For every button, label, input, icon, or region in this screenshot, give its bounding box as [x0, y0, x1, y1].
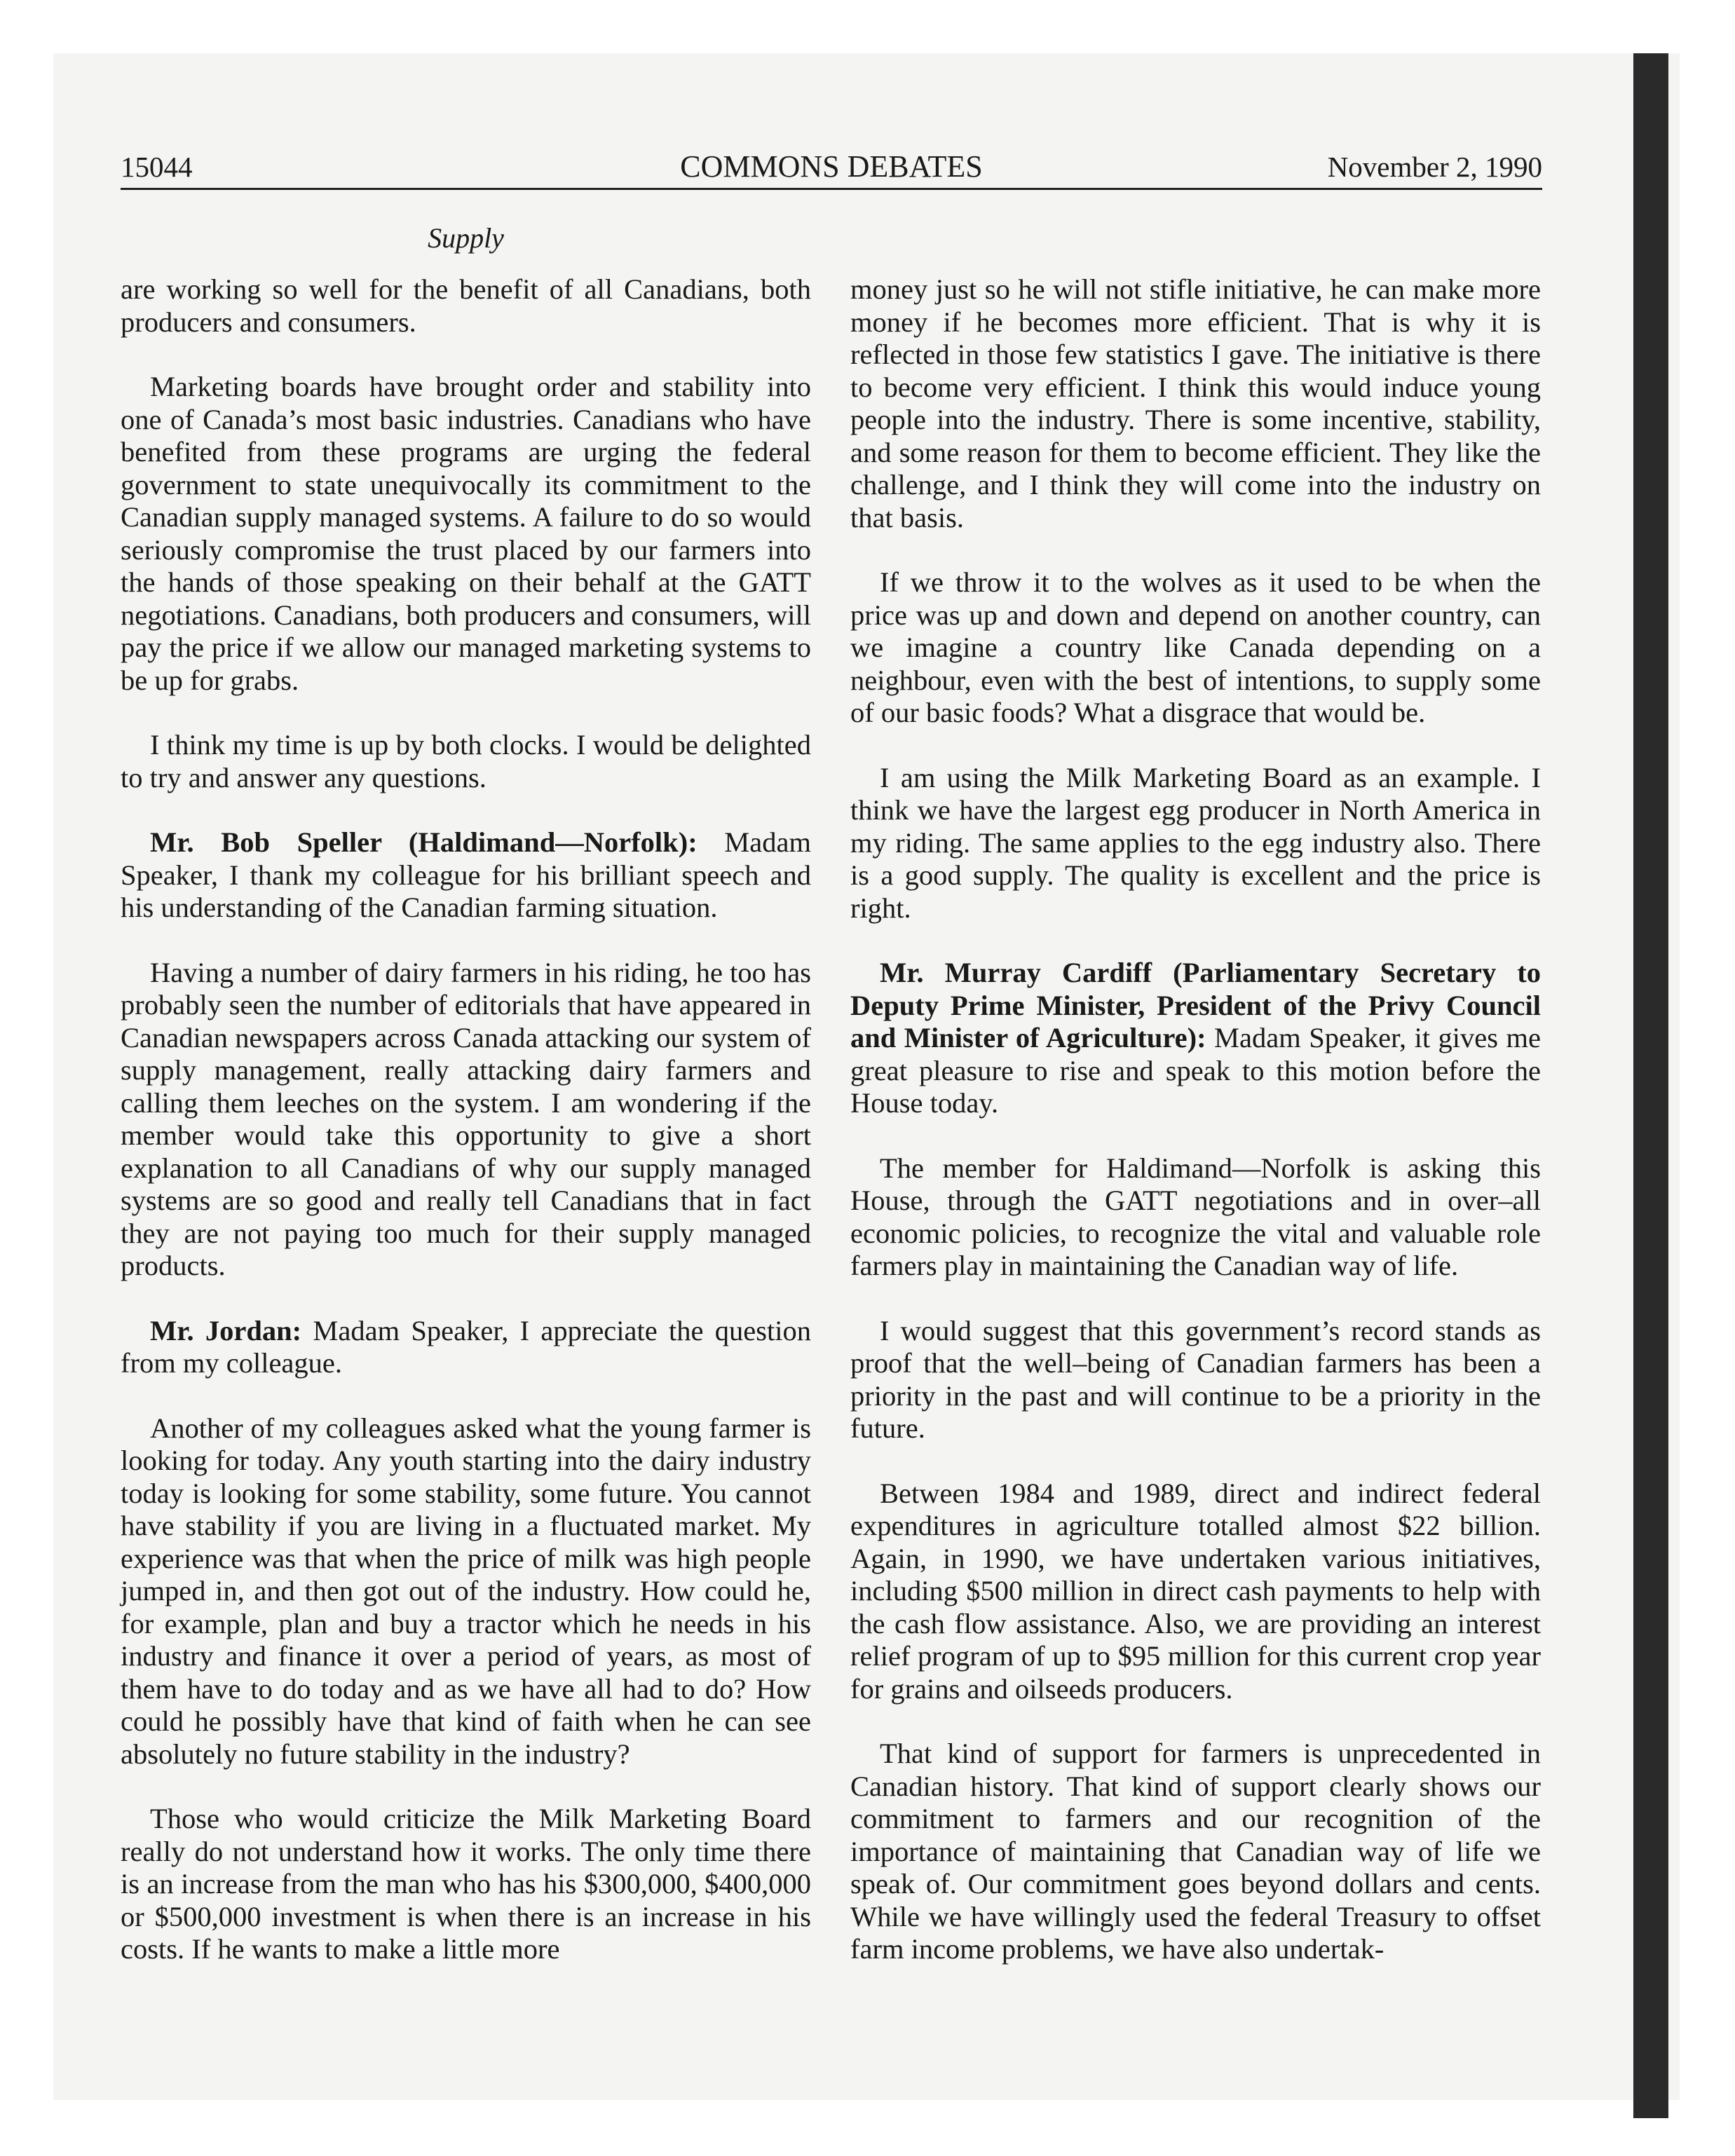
page-header: [121, 146, 1542, 188]
paragraph: The member for Haldimand—Norfolk is asking this House, through the GATT negotiations and in over–all economic policies, to recognize the vital and valuable role farmers play in maintaining the Canadian way of life.: [850, 1152, 1541, 1281]
paragraph: That kind of support for farmers is unprecedented in Canadian history. That kind of support clearly shows our commitment to farmers and our recognition of the importance of maintaining that Canadian way of life we speak of. Our commitment goes beyond dollars and cents. While we have willingly used the federal Treasury to offset farm income problems, we have also undertak-: [850, 1738, 1541, 1965]
page-number: 15044: [121, 151, 193, 183]
speech-text: Madam Speaker, it gives me great pleasure to rise and speak to this motion before the House today.: [850, 1022, 1541, 1119]
publication-date: November 2, 1990: [1327, 151, 1542, 183]
paragraph: are working so well for the benefit of all Canadians, both producers and consumers.: [121, 273, 811, 338]
left-column: [121, 273, 811, 1998]
paragraph: Between 1984 and 1989, direct and indirect federal expenditures in agriculture totalled almost $22 billion. Again, in 1990, we have undertaken various initiatives, including $500 million in direct cash payments to help with the cash flow assistance. Also, we are providing an interest relief program of up to $95 million for this current crop year for grains and oilseeds producers.: [850, 1477, 1541, 1705]
paragraph: Those who would criticize the Milk Marketing Board really do not understand how it works. The only time there is an increase from the man who has his $300,000, $400,000 or $500,000 investment is when there is an increase in his costs. If he wants to make a little more: [121, 1803, 811, 1965]
speaker-name: Mr. Bob Speller (Haldimand—Norfolk):: [150, 826, 698, 858]
paragraph: I would suggest that this government’s record stands as proof that the well–being of Canadian farmers has been a priority in the past and will continue to be a priority in the future.: [850, 1314, 1541, 1444]
right-column: [850, 273, 1541, 1998]
paragraph: [850, 957, 1541, 1120]
speech-text: Madam Speaker, I thank my colleague for his brilliant speech and his understanding of the Canadian farming situation.: [121, 826, 811, 923]
paragraph: If we throw it to the wolves as it used to be when the price was up and down and depend on another country, can we imagine a country like Canada depending on a neighbour, even with the best of intentions, to supply some of our basic foods? What a disgrace that would be.: [850, 566, 1541, 728]
publication-title: COMMONS DEBATES: [680, 149, 983, 184]
paragraph: I think my time is up by both clocks. I would be delighted to try and answer any questions.: [121, 729, 811, 793]
speaker-name: Mr. Murray Cardiff (Parliamentary Secretary to Deputy Prime Minister, President of the Privy Council and Minister of Agriculture):: [850, 957, 1541, 1053]
paragraph: Marketing boards have brought order and stability into one of Canada’s most basic industries. Canadians who have benefited from these programs are urging the federal government to state unequivocally its commitment to the Canadian supply managed systems. A failure to do so would seriously compromise the trust placed by our farmers into the hands of those speaking on their behalf at the GATT negotiations. Canadians, both producers and consumers, will pay the price if we allow our managed marketing systems to be up for grabs.: [121, 371, 811, 696]
speaker-name: Mr. Jordan:: [150, 1314, 302, 1346]
section-title: Supply: [428, 222, 504, 254]
paragraph: [121, 826, 811, 925]
scan-edge-shadow: [1633, 53, 1668, 2118]
header-rule: [121, 188, 1542, 190]
speech-text: Madam Speaker, I appreciate the question from my colleague.: [121, 1314, 811, 1379]
paragraph: [121, 1315, 811, 1380]
paragraph: money just so he will not stifle initiative, he can make more money if he becomes more efficient. That is why it is reflected in those few statistics I gave. The initiative is there to become very efficient. I think this would induce young people into the industry. There is some incentive, stability, and some reason for them to become efficient. They like the challenge, and I think they will come into the industry on that basis.: [850, 273, 1541, 533]
paragraph: Having a number of dairy farmers in his riding, he too has probably seen the number of editorials that have appeared in Canadian newspapers across Canada attacking our system of supply management, really attacking dairy farmers and calling them leeches on the system. I am wondering if the member would take this opportunity to give a short explanation to all Canadians of why our supply managed systems are so good and really tell Canadians that in fact they are not paying too much for their supply managed products.: [121, 956, 811, 1281]
paragraph: Another of my colleagues asked what the young farmer is looking for today. Any youth starting into the dairy industry today is looking for some stability, some future. You cannot have stability if you are living in a fluctuated market. My experience was that when the price of milk was high people jumped in, and then got out of the industry. How could he, for example, plan and buy a tractor which he needs in his industry and finance it over a period of years, as most of them have to do today and as we have all had to do? How could he possibly have that kind of faith when he can see absolutely no future stability in the industry?: [121, 1412, 811, 1770]
paragraph: I am using the Milk Marketing Board as an example. I think we have the largest egg producer in North America in my riding. The same applies to the egg industry also. There is a good supply. The quality is excellent and the price is right.: [850, 761, 1541, 924]
